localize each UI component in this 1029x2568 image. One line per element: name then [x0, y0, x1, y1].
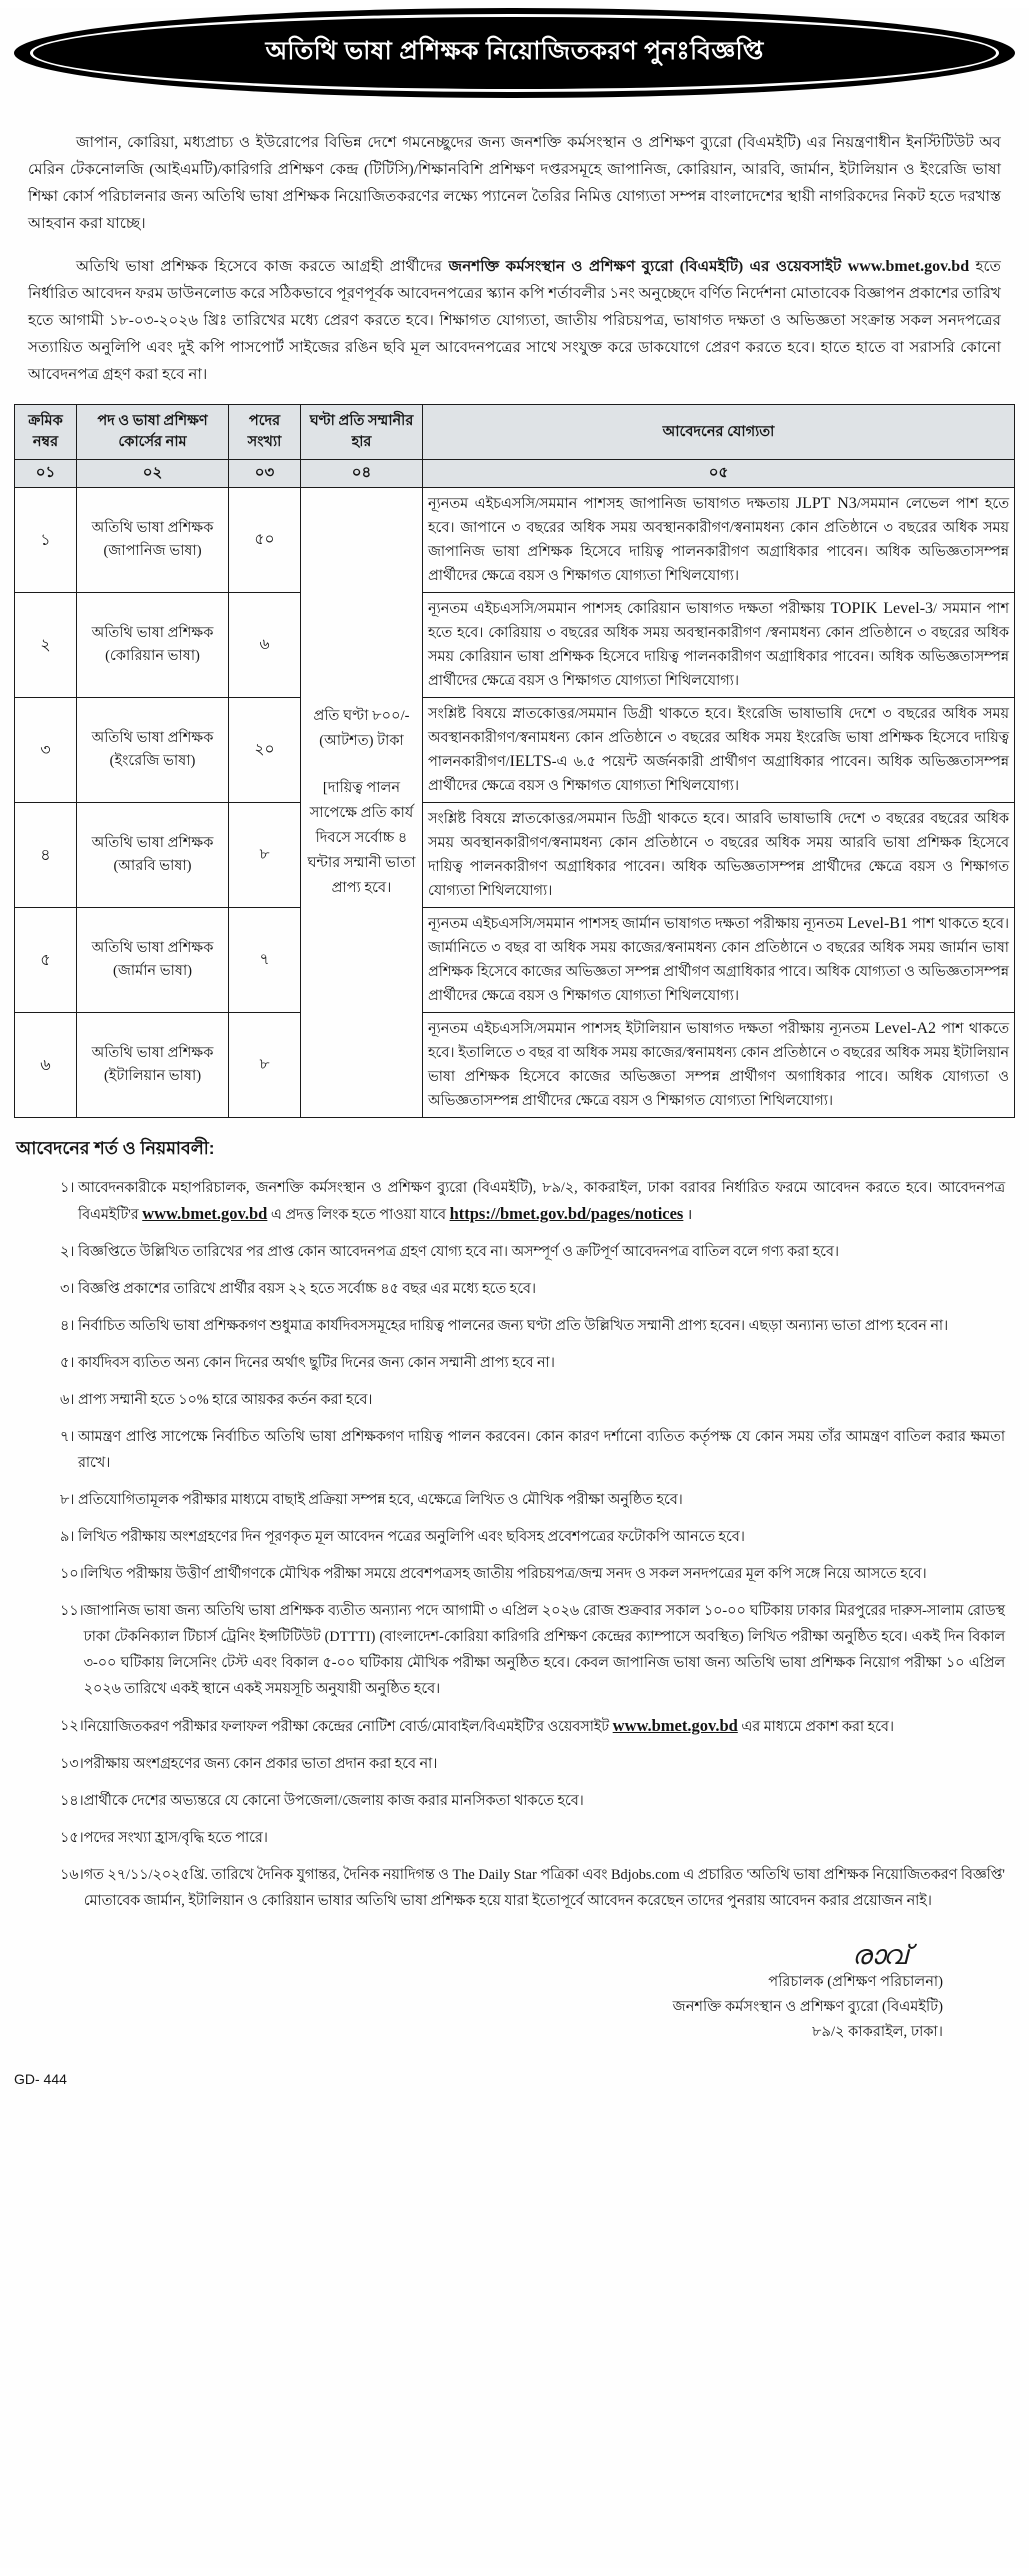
- qualification-text-post: -এ ৬.৫ পয়েন্ট অর্জনকারী প্রার্থীগণ অগ্রাধিকার পাবেন। অধিক অভিজ্ঞতাসম্পন্ন প্রার্থীদের ক্ষেত্রে বয়স ও শিক্ষাগত যোগ্যতা শিথিলযোগ্য।: [428, 754, 1009, 794]
- condition-item: [16, 1387, 1005, 1413]
- conditions-list: [16, 1175, 1005, 1914]
- condition-number: ৩।: [60, 1281, 75, 1297]
- condition-text-part-a: বিজ্ঞপ্তি প্রকাশের তারিখে প্রার্থীর বয়স ২২ হতে সর্বোচ্চ ৪৫ বছর এর মধ্যে হতে হবে।: [78, 1281, 537, 1297]
- condition-text-part-c: ।: [683, 1207, 693, 1223]
- cell-qualification: [423, 1013, 1015, 1118]
- signature-block: [0, 1940, 943, 2045]
- cell-serial: ৫: [15, 908, 77, 1013]
- cell-qualification: [423, 593, 1015, 698]
- condition-item: [16, 1561, 1005, 1587]
- qualification-level-code: IELTS: [509, 753, 552, 770]
- cell-qualification: [423, 488, 1015, 593]
- colnum-4: ০৪: [301, 460, 423, 488]
- colnum-3: ০৩: [229, 460, 301, 488]
- condition-text-part-a: পরীক্ষায় অংশগ্রহণের জন্য কোন প্রকার ভাতা প্রদান করা হবে না।: [83, 1756, 438, 1772]
- qualification-text-post: পাশ থাকতে হবে। ইতালিতে ৩ বছর বা অধিক সময় কাজের/স্বনামধন্য কোন প্রতিষ্ঠানে ৩ বছরের অধিক সময় ইটালিয়ান ভাষা প্রশিক্ষক হিসেবে কাজের অভিজ্ঞতা সম্পন্ন প্রার্থীগণ অগাধিকার পাবে। অধিক যোগ্যতা ও অভিজ্ঞতাসম্পন্ন প্রার্থীদের ক্ষেত্রে বয়স ও শিক্ষাগত যোগ্যতা শিথিলযোগ্য।: [428, 1021, 1009, 1109]
- condition-number: ৯।: [60, 1529, 75, 1545]
- table-row: [15, 803, 1015, 908]
- cell-serial: ৬: [15, 1013, 77, 1118]
- cell-post-name: অতিথি ভাষা প্রশিক্ষক (ইংরেজি ভাষা): [77, 698, 229, 803]
- condition-text-part-a: নিয়োজিতকরণ পরীক্ষার ফলাফল পরীক্ষা কেন্দ্রের নোটিশ বোর্ড/মোবাইল/বিএমইটি'র ওয়েবসাইট: [83, 1719, 613, 1735]
- cell-vacancies: ২০: [229, 698, 301, 803]
- table-row: [15, 593, 1015, 698]
- condition-text-part-a: জাপানিজ ভাষা জন্য অতিথি ভাষা প্রশিক্ষক ব্যতীত অন্যান্য পদে আগামী ৩ এপ্রিল ২০২৬ রোজ শুক্রবার সকাল ১০-০০ ঘটিকায় ঢাকার মিরপুরের দারুস-সালাম রোডস্থ ঢাকা টেকনিক্যাল টিচার্স ট্রেনিং ইন্সটিটিউট (DTTTI) (বাংলাদেশ-কোরিয়া কারিগরি প্রশিক্ষণ কেন্দ্রের ক্যাম্পাসে অবস্থিত) লিখিত পরীক্ষা অনুষ্ঠিত হবে। একই দিন বিকাল ৩-০০ ঘটিকায় লিসেনিং টেস্ট এবং বিকাল ৫-০০ ঘটিকায় মৌখিক পরীক্ষা অনুষ্ঠিত হবে। কেবল জাপানিজ ভাষা জন্য অতিথি ভাষা প্রশিক্ষক নিয়োগ পরীক্ষা ১০ এপ্রিল ২০২৬ তারিখে একই স্থানে একই সময়সূচি অনুযায়ী অনুষ্ঠিত হবে।: [83, 1603, 1005, 1697]
- condition-number: ১৬।: [60, 1867, 84, 1883]
- condition-number: ৫।: [60, 1355, 75, 1371]
- cell-serial: ২: [15, 593, 77, 698]
- cell-post-name: অতিথি ভাষা প্রশিক্ষক (আরবি ভাষা): [77, 803, 229, 908]
- cell-serial: ১: [15, 488, 77, 593]
- condition-item: [16, 1276, 1005, 1302]
- condition-item: [16, 1424, 1005, 1476]
- condition-item: [16, 1862, 1005, 1914]
- condition-number: ১৫।: [60, 1830, 84, 1846]
- condition-text: [78, 1487, 1005, 1513]
- condition-text: [78, 1276, 1005, 1302]
- condition-text-part-a: লিখিত পরীক্ষায় উত্তীর্ণ প্রার্থীগণকে মৌখিক পরীক্ষা সময়ে প্রবেশপত্রসহ জাতীয় পরিচয়পত্র/জন্ম সনদ ও সকল সনদপত্রের মূল কপি সঙ্গে নিয়ে আসতে হবে।: [83, 1566, 927, 1582]
- intro-section: [28, 129, 1001, 388]
- condition-item: [16, 1313, 1005, 1339]
- condition-text-part-a: প্রার্থীকে দেশের অভ্যন্তরে যে কোনো উপজেলা/জেলায় কাজ করার মানসিকতা থাকতে হবে।: [83, 1793, 584, 1809]
- cell-qualification: [423, 908, 1015, 1013]
- th-serial: ক্রমিক নম্বর: [15, 405, 77, 460]
- cell-post-name: অতিথি ভাষা প্রশিক্ষক (জাপানিজ ভাষা): [77, 488, 229, 593]
- bmet-website-url[interactable]: www.bmet.gov.bd: [847, 258, 970, 275]
- page-title: অতিথি ভাষা প্রশিক্ষক নিয়োজিতকরণ পুনঃবিজ্ঞপ্তি: [265, 36, 764, 65]
- condition-text: [78, 1239, 1005, 1265]
- table-row: [15, 1013, 1015, 1118]
- condition-item: [16, 1598, 1005, 1702]
- intro-paragraph-2: [28, 253, 1001, 388]
- signatory-designation: পরিচালক (প্রশিক্ষণ পরিচালনা): [768, 1974, 943, 1990]
- condition-text-part-b: এ প্রদত্ত লিংক হতে পাওয়া যাবে: [267, 1207, 450, 1223]
- condition-text-part-a: লিখিত পরীক্ষায় অংশগ্রহণের দিন পূরণকৃত মূল আবেদন পত্রের অনুলিপি এবং ছবিসহ প্রবেশপত্রের ফটোকপি আনতে হবে।: [78, 1529, 745, 1545]
- condition-link-primary[interactable]: www.bmet.gov.bd: [612, 1716, 738, 1735]
- cell-vacancies: ৬: [229, 593, 301, 698]
- condition-text-part-a: গত ২৭/১১/২০২৫খ্রি. তারিখে দৈনিক যুগান্তর, দৈনিক নয়াদিগন্ত ও The Daily Star পত্রিকা এবং Bdjobs.com এ প্রচারিত 'অতিথি ভাষা প্রশিক্ষক নিয়োজিতকরণ বিজ্ঞপ্তি' মোতাবেক জার্মান, ইটালিয়ান ও কোরিয়ান ভাষার অতিথি ভাষা প্রশিক্ষক হয়ে যারা ইতোপূর্বে আবেদন করেছেন তাদের পুনরায় আবেদন করার প্রয়োজন নাই।: [83, 1867, 1005, 1909]
- cell-qualification: [423, 698, 1015, 803]
- condition-number: ১৩।: [60, 1756, 84, 1772]
- condition-number: ১।: [60, 1180, 75, 1196]
- cell-hourly-rate: [301, 488, 423, 1118]
- intro-paragraph-1: জাপান, কোরিয়া, মধ্যপ্রাচ্য ও ইউরোপের বিভিন্ন দেশে গমনেচ্ছুদের জন্য জনশক্তি কর্মসংস্থান ও প্রশিক্ষণ ব্যুরো (বিএমইটি) এর নিয়ন্ত্রণাধীন ইনস্টিটিউট অব মেরিন টেকনোলজি (আইএমটি)/কারিগরি প্রশিক্ষণ কেন্দ্র (টিটিসি)/শিক্ষানবিশি প্রশিক্ষণ দপ্তরসমূহে জাপানিজ, কোরিয়ান, আরবি, জার্মান, ইটালিয়ান ও ইংরেজি ভাষা শিক্ষা কোর্স পরিচালনার জন্য অতিথি ভাষা প্রশিক্ষক নিয়োজিতকরণের লক্ষ্যে প্যানেল তৈরির নিমিত্ত যোগ্যতা সম্পন্ন বাংলাদেশের স্থায়ী নাগরিকদের নিকট হতে দরখাস্ত আহবান করা যাচ্ছে।: [28, 134, 1001, 232]
- condition-text: [84, 1713, 1005, 1740]
- condition-text: [84, 1788, 1005, 1814]
- colnum-5: ০৫: [423, 460, 1015, 488]
- condition-text: [84, 1862, 1005, 1914]
- condition-link-secondary[interactable]: https://bmet.gov.bd/pages/notices: [449, 1204, 684, 1223]
- signature-mark: രാവ്: [851, 1940, 907, 1970]
- table-row: [15, 698, 1015, 803]
- condition-text: [84, 1598, 1005, 1702]
- condition-number: ১১।: [60, 1603, 84, 1619]
- notice-page: [0, 8, 1029, 2568]
- condition-text: [78, 1387, 1005, 1413]
- cell-post-name: অতিথি ভাষা প্রশিক্ষক (কোরিয়ান ভাষা): [77, 593, 229, 698]
- condition-text: [78, 1424, 1005, 1476]
- signatory-office: জনশক্তি কর্মসংস্থান ও প্রশিক্ষণ ব্যুরো (বিএমইটি): [672, 1999, 943, 2015]
- cell-post-name: অতিথি ভাষা প্রশিক্ষক (ইটালিয়ান ভাষা): [77, 1013, 229, 1118]
- rate-value: প্রতি ঘণ্টা ৮০০/- (আটশত) টাকা: [313, 708, 410, 749]
- condition-text-part-a: বিজ্ঞপ্তিতে উল্লিখিত তারিখের পর প্রাপ্ত কোন আবেদনপত্র গ্রহণ যোগ্য হবে না। অসম্পূর্ণ ও ক্রটিপূর্ণ আবেদনপত্র বাতিল বলে গণ্য করা হবে।: [78, 1244, 839, 1260]
- condition-text: [78, 1175, 1005, 1228]
- condition-item: [16, 1751, 1005, 1777]
- condition-text-part-a: আবেদনকারীকে মহাপরিচালক, জনশক্তি কর্মসংস্থান ও প্রশিক্ষণ ব্যুরো (বিএমইটি), ৮৯/২, কাকরাইল, ঢাকা বরাবর নির্ধারিত ফরমে আবেদন করতে হবে। আবেদনপত্র বিএমইটি'র: [78, 1180, 1005, 1223]
- table-column-number-row: [15, 460, 1015, 488]
- qualification-text-post: /সমমান লেভেল পাশ হতে হবে। জাপানে ৩ বছরের অধিক সময় অবস্থানকারীগণ/স্বনামধন্য কোন প্রতিষ্ঠানে ৩ বছরের অধিক সময় জাপানিজ ভাষা প্রশিক্ষক হিসেবে দায়িত্ব পালনকারীগণ অগ্রাধিকার পাবেন। অধিক অভিজ্ঞতাসম্পন্ন প্রার্থীদের ক্ষেত্রে বয়স ও শিক্ষাগত যোগ্যতা শিথিলযোগ্য।: [428, 496, 1009, 584]
- condition-number: ১০।: [60, 1566, 84, 1582]
- cell-qualification: [423, 803, 1015, 908]
- table-row: [15, 908, 1015, 1013]
- qualification-text-pre: সংশ্লিষ্ট বিষয়ে স্নাতকোত্তর/সমমান ডিগ্রী থাকতে হবে। ইংরেজি ভাষাভাষি দেশে ৩ বছরের অধিক সময় অবস্থানকারীগণ/স্বনামধন্য কোন প্রতিষ্ঠানে ৩ বছরের অধিক সময় ইংরেজি ভাষা প্রশিক্ষক হিসেবে দায়িত্ব পালনকারীগণ/: [428, 706, 1009, 770]
- condition-item: [16, 1239, 1005, 1265]
- condition-text: [84, 1561, 1005, 1587]
- condition-text: [78, 1313, 1005, 1339]
- qualification-level-code: TOPIK Level-3: [830, 600, 934, 617]
- qualification-level-code: Level-B1: [847, 915, 908, 932]
- th-vacancies: পদের সংখ্যা: [229, 405, 301, 460]
- intro-p2-part-a: অতিথি ভাষা প্রশিক্ষক হিসেবে কাজ করতে আগ্রহী প্রার্থীদের: [76, 258, 449, 275]
- condition-text: [84, 1751, 1005, 1777]
- intro-p2-part-c: হতে নির্ধারিত আবেদন ফরম ডাউনলোড করে সঠিকভাবে পূরণপূর্বক আবেদনপত্রের স্ক্যান কপি শর্তাবলীর ১নং অনুচ্ছেদে বর্ণিত নির্দেশনা মোতাবেক বিজ্ঞাপন প্রকাশের তারিখ হতে আগামী ১৮-০৩-২০২৬ খ্রিঃ তারিখের মধ্যে প্রেরণ করতে হবে। শিক্ষাগত যোগ্যতা, জাতীয় পরিচয়পত্র, ভাষাগত দক্ষতা ও অভিজ্ঞতা সংক্রান্ত সকল সনদপত্রের সত্যায়িত অনুলিপি এবং দুই কপি পাসপোর্ট সাইজের রঙিন ছবি মূল আবেদনপত্রের সাথে সংযুক্ত করে ডাকযোগে প্রেরণ করতে হবে। হাতে হাতে বা সরাসরি কোনো আবেদনপত্র গ্রহণ করা হবে না।: [28, 258, 1002, 383]
- condition-number: ৮।: [60, 1492, 75, 1508]
- condition-item: [16, 1713, 1005, 1740]
- cell-vacancies: ৮: [229, 803, 301, 908]
- colnum-2: ০২: [77, 460, 229, 488]
- table-header-row: [15, 405, 1015, 460]
- condition-number: ২।: [60, 1244, 75, 1260]
- condition-text: [78, 1350, 1005, 1376]
- condition-link-primary[interactable]: www.bmet.gov.bd: [142, 1204, 268, 1223]
- qualification-text-pre: ন্যূনতম এইচএসসি/সমমান পাশসহ কোরিয়ান ভাষাগত দক্ষতা পরীক্ষায়: [428, 601, 831, 617]
- cell-serial: ৪: [15, 803, 77, 908]
- qualification-text-pre: ন্যূনতম এইচএসসি/সমমান পাশসহ ইটালিয়ান ভাষাগত দক্ষতা পরীক্ষায় ন্যূনতম: [428, 1021, 875, 1037]
- signatory-address: ৮৯/২ কাকরাইল, ঢাকা।: [812, 2024, 943, 2040]
- qualification-level-code: JLPT N3: [795, 495, 857, 512]
- th-hourly-rate: ঘণ্টা প্রতি সম্মানীর হার: [301, 405, 423, 460]
- condition-text-part-a: আমন্ত্রণ প্রাপ্তি সাপেক্ষে নির্বাচিত অতিথি ভাষা প্রশিক্ষকগণ দায়িত্ব পালন করবেন। কোন কারণ দর্শানো ব্যতিত কর্তৃপক্ষ যে কোন সময় তাঁর আমন্ত্রণ বাতিল করার ক্ষমতা রাখে।: [78, 1429, 1005, 1471]
- cell-vacancies: ৫০: [229, 488, 301, 593]
- vacancy-table-wrapper: [14, 404, 1015, 1118]
- qualification-text-pre: সংশ্লিষ্ট বিষয়ে স্নাতকোত্তর/সমমান ডিগ্রী থাকতে হবে। আরবি ভাষাভাষি দেশে ৩ বছরের বছরের অধিক সময় অবস্থানকারীগণ/স্বনামধন্য কোন প্রতিষ্ঠানে ৩ বছরের অধিক সময় আরবি ভাষা প্রশিক্ষক হিসেবে দায়িত্ব পালনকারীগণ অগ্রাধিকার পাবেন। অধিক অভিজ্ঞতাসম্পন্ন প্রার্থীদের ক্ষেত্রে বয়স ও শিক্ষাগত যোগ্যতা শিথিলযোগ্য।: [428, 811, 1009, 899]
- condition-item: [16, 1350, 1005, 1376]
- condition-text-part-b: এর মাধ্যমে প্রকাশ করা হবে।: [737, 1719, 894, 1735]
- qualification-text-pre: ন্যূনতম এইচএসসি/সমমান পাশসহ জাপানিজ ভাষাগত দক্ষতায়: [428, 496, 796, 512]
- cell-post-name: অতিথি ভাষা প্রশিক্ষক (জার্মান ভাষা): [77, 908, 229, 1013]
- condition-item: [16, 1524, 1005, 1550]
- intro-p2-bold: জনশক্তি কর্মসংস্থান ও প্রশিক্ষণ ব্যুরো (বিএমইটি) এর ওয়েবসাইট: [448, 258, 842, 275]
- condition-number: ৭।: [60, 1429, 75, 1445]
- cell-serial: ৩: [15, 698, 77, 803]
- qualification-text-post: / সমমান পাশ হতে হবে। কোরিয়ায় ৩ বছরের অধিক সময় অবস্থানকারীগণ /স্বনামধন্য কোন প্রতিষ্ঠানে ৩ বছরের অধিক সময় কোরিয়ান ভাষা প্রশিক্ষক হিসেবে দায়িত্ব পালনকারীগণ অগ্রাধিকার পাবেন। অধিক অভিজ্ঞতাসম্পন্ন প্রার্থীদের ক্ষেত্রে বয়স ও শিক্ষাগত যোগ্যতা শিথিলযোগ্য।: [428, 601, 1009, 689]
- vacancy-table: [14, 404, 1015, 1118]
- condition-text: [78, 1524, 1005, 1550]
- condition-number: ১২।: [60, 1718, 84, 1734]
- rate-note: [দায়িত্ব পালন সাপেক্ষে প্রতি কার্য দিবসে সর্বোচ্চ ৪ ঘন্টার সম্মানী ভাতা প্রাপ্য হবে।: [307, 780, 416, 896]
- qualification-level-code: Level-A2: [874, 1020, 937, 1037]
- colnum-1: ০১: [15, 460, 77, 488]
- condition-number: ১৪।: [60, 1793, 84, 1809]
- condition-item: [16, 1825, 1005, 1851]
- condition-text-part-a: নির্বাচিত অতিথি ভাষা প্রশিক্ষকগণ শুধুমাত্র কার্যদিবসসমূহের দায়িত্ব পালনের জন্য ঘণ্টা প্রতি উল্লিখিত সম্মানী প্রাপ্য হবেন। এছড়া অন্যান্য ভাতা প্রাপ্য হবেন না।: [78, 1318, 949, 1334]
- condition-text-part-a: কার্যদিবস ব্যতিত অন্য কোন দিনের অর্থাৎ ছুটির দিনের জন্য কোন সম্মানী প্রাপ্য হবে না।: [78, 1355, 555, 1371]
- condition-text-part-a: প্রতিযোগিতামূলক পরীক্ষার মাধ্যমে বাছাই প্রক্রিয়া সম্পন্ন হবে, এক্ষেত্রে লিখিত ও মৌখিক পরীক্ষা অনুষ্ঠিত হবে।: [78, 1492, 683, 1508]
- condition-item: [16, 1788, 1005, 1814]
- th-post-name: পদ ও ভাষা প্রশিক্ষণ কোর্সের নাম: [77, 405, 229, 460]
- condition-text-part-a: প্রাপ্য সম্মানী হতে ১০% হারে আয়কর কর্তন করা হবে।: [78, 1392, 373, 1408]
- table-row: [15, 488, 1015, 593]
- condition-number: ৪।: [60, 1318, 75, 1334]
- qualification-text-post: পাশ থাকতে হবে। জার্মানিতে ৩ বছর বা অধিক সময় কাজের/স্বনামধন্য কোন প্রতিষ্ঠানে ৩ বছরের অধিক সময় জার্মান ভাষা প্রশিক্ষক হিসেবে কাজের অভিজ্ঞতা সম্পন্ন প্রার্থীগণ অগ্রাধিকার পাবে। অধিক যোগ্যতা ও অভিজ্ঞতাসম্পন্ন প্রার্থীদের ক্ষেত্রে বয়স ও শিক্ষাগত যোগ্যতা শিথিলযোগ্য।: [428, 916, 1009, 1004]
- condition-item: [16, 1175, 1005, 1228]
- condition-number: ৬।: [60, 1392, 75, 1408]
- cell-vacancies: ৭: [229, 908, 301, 1013]
- condition-text: [84, 1825, 1005, 1851]
- header-banner: [14, 8, 1015, 103]
- gd-number: GD- 444: [14, 2071, 67, 2087]
- qualification-text-pre: ন্যূনতম এইচএসসি/সমমান পাশসহ জার্মান ভাষাগত দক্ষতা পরীক্ষায় ন্যূনতম: [428, 916, 848, 932]
- cell-vacancies: ৮: [229, 1013, 301, 1118]
- th-qualification: আবেদনের যোগ্যতা: [423, 405, 1015, 460]
- conditions-heading: আবেদনের শর্ত ও নিয়মাবলী:: [16, 1138, 215, 1158]
- condition-text-part-a: পদের সংখ্যা হ্রাস/বৃদ্ধি হতে পারে।: [83, 1830, 268, 1846]
- condition-item: [16, 1487, 1005, 1513]
